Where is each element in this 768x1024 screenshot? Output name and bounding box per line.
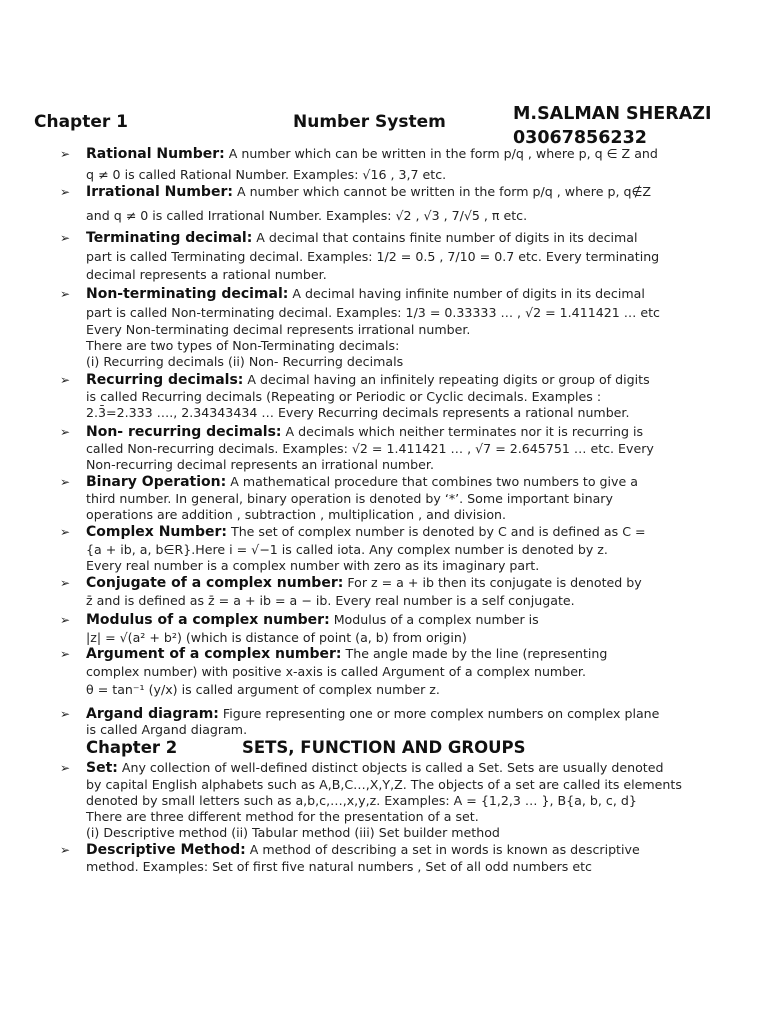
chapter2-title: SETS, FUNCTION AND GROUPS <box>242 738 526 757</box>
chapter1-entry-line <box>86 491 613 507</box>
chapter1-entry-line <box>86 230 637 246</box>
chapter1-definition-text: A number which cannot be written in the form p/q , where p, q∉Z <box>232 184 652 199</box>
chapter2-entry-line <box>86 859 592 875</box>
chapter1-definition-text: z̄ and is defined as z̄ = a + ib = a − ib. Every real number is a self conjugate. <box>86 593 575 608</box>
chapter2-entry-line <box>86 825 500 841</box>
chapter1-definition-text: A mathematical procedure that combines two numbers to give a <box>226 474 638 489</box>
chapter2-entry-line <box>86 777 682 793</box>
chapter1-entry-line <box>86 249 659 265</box>
bullet-arrow-icon: ➢ <box>60 576 71 590</box>
chapter1-term: Argand diagram: <box>86 706 219 722</box>
chapter1-entry-line <box>86 722 247 738</box>
chapter2-entry-line <box>86 760 663 776</box>
chapter1-definition-text: A decimals which neither terminates nor it is recurring is <box>281 424 644 439</box>
chapter1-definition-text: A decimal having infinite number of digits in its decimal <box>288 286 645 301</box>
chapter1-entry-line <box>86 542 608 558</box>
bullet-arrow-icon: ➢ <box>60 287 71 301</box>
chapter1-entry-line <box>86 706 659 722</box>
bullet-arrow-icon: ➢ <box>60 843 71 857</box>
chapter1-entry-line <box>86 286 645 302</box>
chapter1-entry-line <box>86 612 539 628</box>
chapter1-entry-line <box>86 441 654 457</box>
chapter1-definition-text: For z = a + ib then its conjugate is denoted by <box>343 575 642 590</box>
bullet-arrow-icon: ➢ <box>60 475 71 489</box>
chapter1-definition-text: (i) Recurring decimals (ii) Non- Recurring decimals <box>86 354 404 369</box>
chapter2-definition-text: There are three different method for the presentation of a set. <box>86 809 479 824</box>
chapter1-term: Rational Number: <box>86 146 225 162</box>
chapter1-entry-line <box>86 524 646 540</box>
chapter2-definition-text: by capital English alphabets such as A,B,C…,X,Y,Z. The objects of a set are called its elements <box>86 777 682 792</box>
chapter1-entry-line <box>86 664 586 680</box>
chapter1-term: Conjugate of a complex number: <box>86 575 344 591</box>
chapter2-term: Set: <box>86 760 118 776</box>
chapter1-definition-text: A decimal that contains finite number of digits in its decimal <box>252 230 638 245</box>
chapter1-entry-line <box>86 305 660 321</box>
chapter2-definition-text: denoted by small letters such as a,b,c,…,x,y,z. Examples: A = {1,2,3 … }, B{a, b, c, d} <box>86 793 637 808</box>
chapter1-entry-line <box>86 575 642 591</box>
chapter-title: Number System <box>293 112 446 132</box>
chapter1-entry-line <box>86 682 440 698</box>
chapter2-definition-text: (i) Descriptive method (ii) Tabular method (iii) Set builder method <box>86 825 500 840</box>
chapter1-term: Recurring decimals: <box>86 372 244 388</box>
chapter1-definition-text: |z| = √(a² + b²) (which is distance of point (a, b) from origin) <box>86 630 467 645</box>
chapter1-definition-text: q ≠ 0 is called Rational Number. Examples: √16 , 3,7 etc. <box>86 167 447 182</box>
chapter1-entry-line <box>86 338 399 354</box>
chapter1-definition-text: Non-recurring decimal represents an irrational number. <box>86 457 434 472</box>
chapter1-definition-text: The angle made by the line (representing <box>341 646 608 661</box>
chapter1-definition-text: A number which can be written in the form p/q , where p, q ∈ Z and <box>224 146 658 161</box>
chapter1-definition-text: is called Recurring decimals (Repeating or Periodic or Cyclic decimals. Examples : <box>86 389 602 404</box>
chapter1-entry-line <box>86 167 446 183</box>
chapter1-term: Non- recurring decimals: <box>86 424 282 440</box>
bullet-arrow-icon: ➢ <box>60 231 71 245</box>
chapter1-definition-text: Every Non-terminating decimal represents irrational number. <box>86 322 471 337</box>
chapter1-entry-line <box>86 593 575 609</box>
chapter1-entry-line <box>86 405 629 421</box>
chapter1-definition-text: third number. In general, binary operation is denoted by ‘*’. Some important binary <box>86 491 613 506</box>
chapter1-term: Argument of a complex number: <box>86 646 342 662</box>
chapter1-definition-text: decimal represents a rational number. <box>86 267 327 282</box>
chapter2-definition-text: Any collection of well-defined distinct objects is called a Set. Sets are usually denoted <box>117 760 664 775</box>
chapter1-entry-line <box>86 267 327 283</box>
bullet-arrow-icon: ➢ <box>60 707 71 721</box>
chapter2-entry-line <box>86 842 640 858</box>
chapter1-term: Complex Number: <box>86 524 227 540</box>
chapter1-definition-text: is called Argand diagram. <box>86 722 248 737</box>
bullet-arrow-icon: ➢ <box>60 761 71 775</box>
chapter1-term: Irrational Number: <box>86 184 233 200</box>
chapter1-definition-text: complex number) with positive x-axis is called Argument of a complex number. <box>86 664 586 679</box>
chapter1-definition-text: Every real number is a complex number with zero as its imaginary part. <box>86 558 540 573</box>
author-name: M.SALMAN SHERAZI <box>513 104 712 124</box>
chapter1-definition-text: operations are addition , subtraction , multiplication , and division. <box>86 507 507 522</box>
chapter1-entry-line <box>86 146 658 162</box>
bullet-arrow-icon: ➢ <box>60 525 71 539</box>
chapter1-term: Terminating decimal: <box>86 230 253 246</box>
chapter1-term: Binary Operation: <box>86 474 227 490</box>
chapter1-entry-line <box>86 424 643 440</box>
author-phone: 03067856232 <box>513 128 647 148</box>
chapter1-entry-line <box>86 474 638 490</box>
chapter2-term: Descriptive Method: <box>86 842 246 858</box>
chapter1-entry-line <box>86 389 601 405</box>
chapter1-definition-text: There are two types of Non-Terminating decimals: <box>86 338 400 353</box>
chapter2-label: Chapter 2 <box>86 738 178 757</box>
chapter-label: Chapter 1 <box>34 112 129 132</box>
chapter1-entry-line <box>86 646 607 662</box>
chapter1-entry-line <box>86 322 470 338</box>
chapter1-entry-line <box>86 372 650 388</box>
chapter1-entry-line <box>86 208 527 224</box>
chapter2-definition-text: A method of describing a set in words is known as descriptive <box>245 842 640 857</box>
bullet-arrow-icon: ➢ <box>60 613 71 627</box>
chapter1-definition-text: Modulus of a complex number is <box>329 612 539 627</box>
chapter1-term: Modulus of a complex number: <box>86 612 330 628</box>
chapter1-definition-text: The set of complex number is denoted by C and is defined as C = <box>227 524 646 539</box>
bullet-arrow-icon: ➢ <box>60 373 71 387</box>
chapter1-definition-text: {a + ib, a, b∈R}.Here i = √−1 is called iota. Any complex number is denoted by z. <box>86 542 608 557</box>
bullet-arrow-icon: ➢ <box>60 425 71 439</box>
chapter1-definition-text: Figure representing one or more complex numbers on complex plane <box>218 706 660 721</box>
chapter1-entry-line <box>86 354 403 370</box>
chapter1-definition-text: θ = tan⁻¹ (y/x) is called argument of complex number z. <box>86 682 440 697</box>
chapter1-entry-line <box>86 558 539 574</box>
chapter1-entry-line <box>86 457 434 473</box>
chapter1-definition-text: and q ≠ 0 is called Irrational Number. Examples: √2 , √3 , 7/√5 , π etc. <box>86 208 528 223</box>
chapter1-definition-text: called Non-recurring decimals. Examples: √2 = 1.411421 … , √7 = 2.645751 … etc. Every <box>86 441 654 456</box>
bullet-arrow-icon: ➢ <box>60 647 71 661</box>
chapter2-entry-line <box>86 793 637 809</box>
chapter1-entry-line <box>86 507 506 523</box>
chapter2-definition-text: method. Examples: Set of first five natural numbers , Set of all odd numbers etc <box>86 859 592 874</box>
chapter1-entry-line <box>86 184 651 200</box>
chapter1-definition-text: part is called Terminating decimal. Examples: 1/2 = 0.5 , 7/10 = 0.7 etc. Every terminating <box>86 249 660 264</box>
bullet-arrow-icon: ➢ <box>60 185 71 199</box>
chapter1-definition-text: 2.3̄=2.333 …., 2.34343434 … Every Recurring decimals represents a rational number. <box>86 405 630 420</box>
chapter1-term: Non-terminating decimal: <box>86 286 289 302</box>
chapter1-definition-text: part is called Non-terminating decimal. Examples: 1/3 = 0.33333 … , √2 = 1.411421 … etc <box>86 305 660 320</box>
chapter2-entry-line <box>86 809 479 825</box>
bullet-arrow-icon: ➢ <box>60 147 71 161</box>
chapter1-definition-text: A decimal having an infinitely repeating digits or group of digits <box>243 372 650 387</box>
chapter1-entry-line <box>86 630 467 646</box>
